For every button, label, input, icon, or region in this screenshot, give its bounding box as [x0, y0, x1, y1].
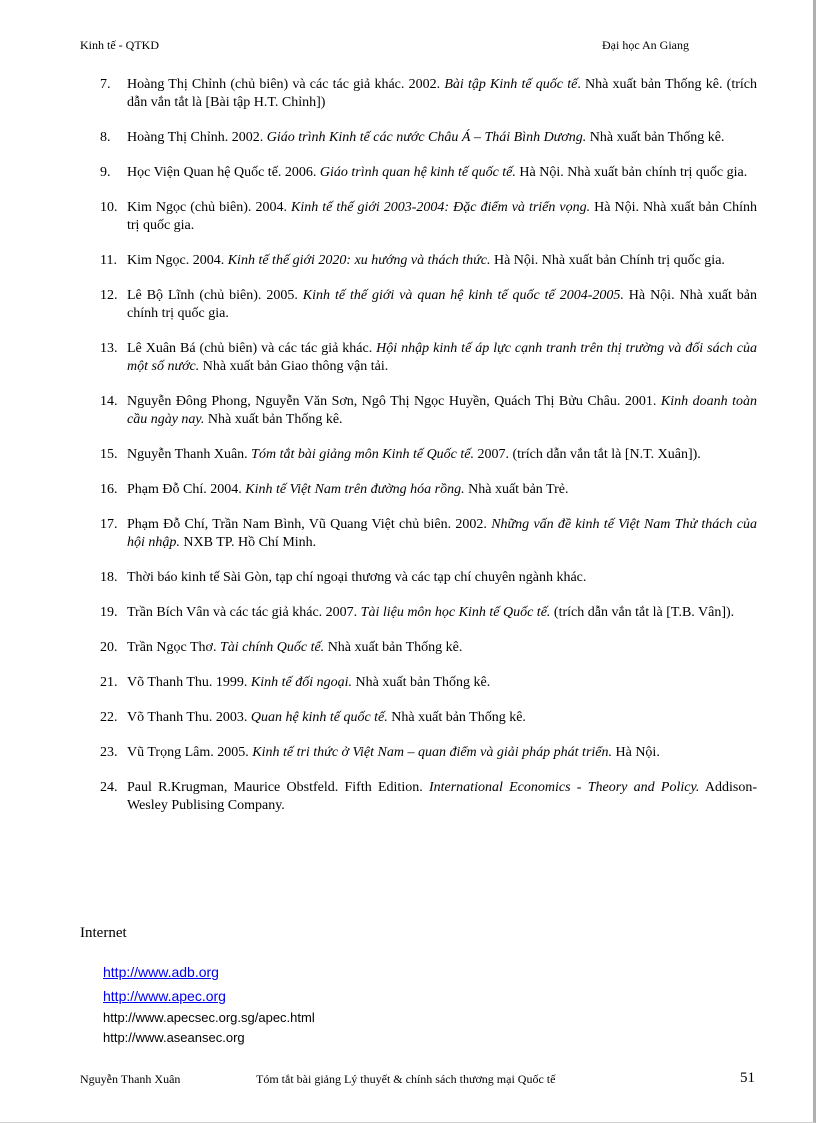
reference-item: [100, 164, 757, 182]
reference-number: 15.: [100, 447, 118, 462]
reference-number: 22.: [100, 710, 118, 725]
reference-authors: Võ Thanh Thu. 1999.: [127, 675, 251, 690]
reference-text: [127, 481, 757, 499]
footer-author: Nguyễn Thanh Xuân: [80, 1072, 181, 1086]
reference-publisher: Nhà xuất bản Thống kê.: [204, 412, 343, 427]
reference-authors: Phạm Đỗ Chí. 2004.: [127, 482, 246, 497]
reference-number: 10.: [100, 200, 118, 215]
reference-number: 18.: [100, 570, 118, 585]
reference-publisher: 2007. (trích dẫn vắn tắt là [N.T. Xuân]).: [474, 447, 701, 462]
reference-authors: Trần Bích Vân và các tác giả khác. 2007.: [127, 605, 361, 620]
reference-title: International Economics - Theory and Policy.: [428, 780, 700, 795]
reference-title: Tài liệu môn học Kinh tế Quốc tế.: [360, 605, 551, 620]
link-apec[interactable]: http://www.apec.org: [103, 988, 226, 1004]
reference-text: [127, 709, 757, 727]
reference-authors: Nguyễn Thanh Xuân.: [127, 447, 252, 462]
reference-authors: Phạm Đỗ Chí, Trần Nam Bình, Vũ Quang Việt chủ biên. 2002.: [127, 517, 492, 532]
reference-publisher: NXB TP. Hồ Chí Minh.: [179, 535, 317, 550]
reference-publisher: Hà Nội. Nhà xuất bản chính trị quốc gia.: [127, 288, 758, 321]
reference-authors: Paul R.Krugman, Maurice Obstfeld. Fifth Edition.: [127, 780, 429, 795]
internet-heading: Internet: [80, 925, 127, 941]
reference-item: [100, 76, 757, 112]
reference-text: [127, 569, 757, 587]
reference-number: 7.: [100, 77, 111, 92]
reference-number: 11.: [100, 253, 117, 268]
reference-number: 17.: [100, 517, 118, 532]
reference-publisher: . Nhà xuất bản Thống kê. (trích dẫn vắn tắt là [Bài tập H.T. Chỉnh]): [127, 77, 757, 110]
reference-authors: Học Viện Quan hệ Quốc tế. 2006.: [127, 165, 320, 180]
reference-title: Kinh tế thế giới 2003-2004: Đặc điểm và triển vọng.: [290, 200, 591, 215]
reference-authors: Vũ Trọng Lâm. 2005.: [127, 745, 253, 760]
reference-item: [100, 481, 757, 499]
reference-title: Giáo trình Kinh tế các nước Châu Á – Thái Bình Dương.: [266, 130, 587, 145]
reference-publisher: Nhà xuất bản Thống kê.: [324, 640, 463, 655]
reference-number: 8.: [100, 130, 111, 145]
reference-publisher: Nhà xuất bản Thống kê.: [586, 130, 725, 145]
reference-publisher: Hà Nội.: [612, 745, 660, 760]
reference-publisher: Nhà xuất bản Giao thông vận tải.: [199, 359, 389, 374]
reference-text: [127, 164, 757, 182]
reference-text: [127, 287, 757, 323]
reference-publisher: Hà Nội. Nhà xuất bản Chính trị quốc gia.: [490, 253, 725, 268]
page-number: 51: [740, 1070, 755, 1086]
reference-title: Bài tập Kinh tế quốc tế: [444, 77, 578, 92]
reference-text: [127, 199, 757, 235]
reference-title: Kinh tế thế giới 2020: xu hướng và thách thức.: [227, 253, 491, 268]
link-adb[interactable]: http://www.adb.org: [103, 964, 219, 980]
reference-authors: Hoàng Thị Chỉnh (chủ biên) và các tác giả khác. 2002.: [127, 77, 445, 92]
reference-item: [100, 639, 757, 657]
reference-title: Kinh doanh toàn cầu ngày nay.: [127, 394, 757, 427]
reference-publisher: Nhà xuất bản Trẻ.: [464, 482, 569, 497]
reference-number: 24.: [100, 780, 118, 795]
url-aseansec: http://www.aseansec.org: [103, 1030, 245, 1045]
reference-authors: Võ Thanh Thu. 2003.: [127, 710, 251, 725]
reference-authors: Thời báo kinh tế Sài Gòn, tạp chí ngoại thương và các tạp chí chuyên ngành khác.: [127, 570, 587, 585]
reference-item: [100, 779, 757, 815]
reference-item: [100, 674, 757, 692]
reference-number: 9.: [100, 165, 111, 180]
reference-item: [100, 604, 757, 622]
reference-number: 16.: [100, 482, 118, 497]
reference-item: [100, 709, 757, 727]
reference-title: Tóm tắt bài giảng môn Kinh tế Quốc tế.: [251, 447, 474, 462]
reference-text: [127, 604, 757, 622]
footer-title: Tóm tắt bài giảng Lý thuyết & chính sách thương mại Quốc tế: [256, 1072, 556, 1086]
reference-text: [127, 744, 757, 762]
reference-text: [127, 779, 757, 815]
reference-number: 23.: [100, 745, 118, 760]
reference-item: [100, 516, 757, 552]
reference-authors: Lê Bộ Lĩnh (chủ biên). 2005.: [127, 288, 303, 303]
reference-title: Quan hệ kinh tế quốc tế.: [250, 710, 388, 725]
reference-authors: Hoàng Thị Chỉnh. 2002.: [127, 130, 267, 145]
reference-text: [127, 393, 757, 429]
reference-publisher: Hà Nội. Nhà xuất bản chính trị quốc gia.: [515, 165, 748, 180]
reference-item: [100, 393, 757, 429]
reference-publisher: Addison-Wesley Publising Company.: [127, 780, 757, 813]
reference-item: [100, 252, 757, 270]
reference-text: [127, 76, 757, 112]
reference-text: [127, 446, 757, 464]
reference-item: [100, 340, 757, 376]
reference-publisher: Hà Nội. Nhà xuất bản Chính trị quốc gia.: [127, 200, 757, 233]
reference-number: 19.: [100, 605, 118, 620]
reference-authors: Kim Ngọc. 2004.: [127, 253, 228, 268]
page-footer: [80, 1070, 755, 1090]
header-right: Đại học An Giang: [602, 38, 689, 52]
reference-number: 20.: [100, 640, 118, 655]
reference-item: [100, 287, 757, 323]
reference-item: [100, 569, 757, 587]
internet-links: [103, 960, 315, 1048]
reference-item: [100, 446, 757, 464]
reference-title: Tài chính Quốc tế.: [219, 640, 325, 655]
reference-number: 21.: [100, 675, 118, 690]
page-header: [80, 38, 689, 53]
reference-item: [100, 199, 757, 235]
url-apecsec: http://www.apecsec.org.sg/apec.html: [103, 1010, 315, 1025]
reference-title: Kinh tế tri thức ở Việt Nam – quan điểm và giải pháp phát triển.: [252, 745, 612, 760]
header-left: Kinh tế - QTKD: [80, 38, 159, 52]
reference-item: [100, 129, 757, 147]
reference-number: 12.: [100, 288, 118, 303]
reference-title: Những vấn đề kinh tế Việt Nam Thử thách của hội nhập.: [127, 517, 757, 550]
reference-title: Kinh tế thế giới và quan hệ kinh tế quốc tế 2004-2005.: [302, 288, 624, 303]
reference-title: Kinh tế đối ngoại.: [250, 675, 353, 690]
reference-text: [127, 674, 757, 692]
reference-authors: Kim Ngọc (chủ biên). 2004.: [127, 200, 291, 215]
reference-publisher: Nhà xuất bản Thống kê.: [387, 710, 526, 725]
reference-authors: Lê Xuân Bá (chủ biên) và các tác giả khác.: [127, 341, 377, 356]
reference-title: Kinh tế Việt Nam trên đường hóa rồng.: [245, 482, 465, 497]
reference-authors: Nguyễn Đông Phong, Nguyễn Văn Sơn, Ngô Thị Ngọc Huyền, Quách Thị Bửu Châu. 2001.: [127, 394, 661, 409]
reference-text: [127, 340, 757, 376]
reference-title: Giáo trình quan hệ kinh tế quốc tế.: [319, 165, 516, 180]
reference-number: 13.: [100, 341, 118, 356]
reference-publisher: Nhà xuất bản Thống kê.: [352, 675, 491, 690]
reference-title: Hội nhập kinh tế áp lực cạnh tranh trên thị trường và đối sách của một số nước.: [127, 341, 757, 374]
reference-publisher: (trích dẫn vắn tắt là [T.B. Vân]).: [550, 605, 735, 620]
reference-text: [127, 516, 757, 552]
reference-item: [100, 744, 757, 762]
reference-text: [127, 639, 757, 657]
reference-text: [127, 129, 757, 147]
reference-text: [127, 252, 757, 270]
reference-list: [100, 76, 757, 832]
reference-authors: Trần Ngọc Thơ.: [127, 640, 220, 655]
reference-number: 14.: [100, 394, 118, 409]
